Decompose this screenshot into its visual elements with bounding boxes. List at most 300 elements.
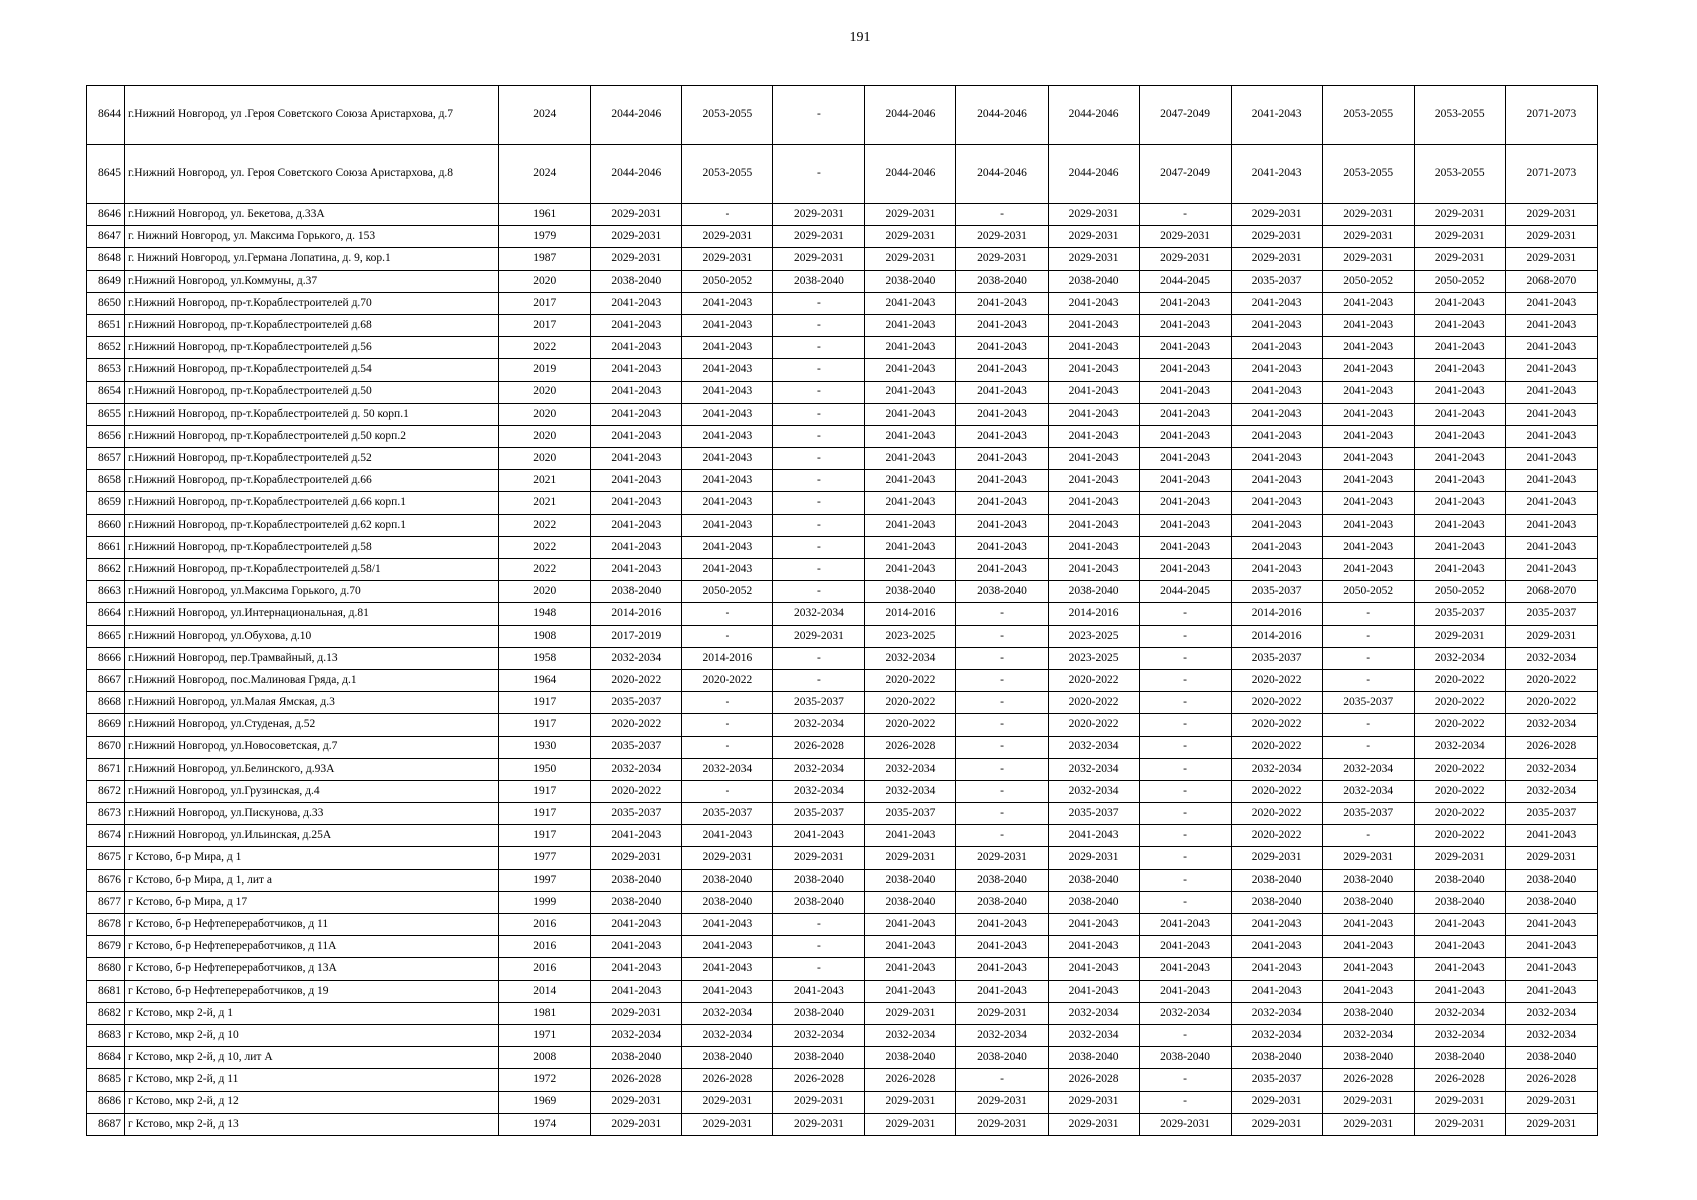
period-cell: 2023-2025 — [865, 625, 956, 647]
period-cell: 2041-2043 — [1414, 292, 1505, 314]
period-cell: 2029-2031 — [1048, 204, 1139, 226]
period-cell: 2041-2043 — [1231, 381, 1322, 403]
address-cell: г.Нижний Новгород, пр-т.Кораблестроителей д.58/1 — [125, 559, 499, 581]
period-cell: 2041-2043 — [956, 292, 1048, 314]
period-cell: 2029-2031 — [773, 1113, 865, 1135]
period-cell: 2041-2043 — [1505, 425, 1597, 447]
period-cell: 2041-2043 — [1048, 536, 1139, 558]
period-cell: 2041-2043 — [682, 559, 773, 581]
period-cell: - — [956, 803, 1048, 825]
period-cell: 2041-2043 — [682, 403, 773, 425]
table-row — [87, 603, 1598, 625]
period-cell: 2041-2043 — [1505, 314, 1597, 336]
period-cell: 2029-2031 — [1505, 226, 1597, 248]
period-cell: 2035-2037 — [773, 692, 865, 714]
period-cell: 2041-2043 — [1048, 425, 1139, 447]
period-cell: 2041-2043 — [865, 492, 956, 514]
period-cell: 2038-2040 — [865, 891, 956, 913]
row-number-cell: 8686 — [87, 1091, 125, 1113]
period-cell: 2041-2043 — [591, 425, 682, 447]
period-cell: 2041-2043 — [591, 980, 682, 1002]
period-cell: 2041-2043 — [956, 314, 1048, 336]
table-row — [87, 669, 1598, 691]
period-cell: 2041-2043 — [1231, 448, 1322, 470]
period-cell: 2032-2034 — [1505, 1024, 1597, 1046]
period-cell: 2053-2055 — [682, 86, 773, 145]
period-cell: - — [956, 204, 1048, 226]
period-cell: 2038-2040 — [682, 1047, 773, 1069]
period-cell: 2035-2037 — [1505, 803, 1597, 825]
row-number-cell: 8662 — [87, 559, 125, 581]
period-cell: 2041-2043 — [1231, 958, 1322, 980]
table-row — [87, 403, 1598, 425]
period-cell: 2041-2043 — [1322, 559, 1414, 581]
row-number-cell: 8648 — [87, 248, 125, 270]
period-cell: 2020-2022 — [1414, 714, 1505, 736]
period-cell: 2041-2043 — [1048, 314, 1139, 336]
period-cell: 2029-2031 — [1048, 847, 1139, 869]
period-cell: 2041-2043 — [591, 381, 682, 403]
build-year-cell: 1930 — [499, 736, 591, 758]
period-cell: 2020-2022 — [1505, 692, 1597, 714]
period-cell: - — [956, 669, 1048, 691]
row-number-cell: 8666 — [87, 647, 125, 669]
period-cell: 2038-2040 — [1505, 891, 1597, 913]
period-cell: 2026-2028 — [773, 736, 865, 758]
table-row — [87, 470, 1598, 492]
build-year-cell: 2022 — [499, 514, 591, 536]
period-cell: 2041-2043 — [1322, 403, 1414, 425]
period-cell: 2041-2043 — [1048, 448, 1139, 470]
period-cell: 2038-2040 — [956, 581, 1048, 603]
period-cell: - — [773, 470, 865, 492]
period-cell: 2038-2040 — [682, 869, 773, 891]
period-cell: - — [1139, 625, 1231, 647]
period-cell: 2041-2043 — [591, 492, 682, 514]
period-cell: 2041-2043 — [1139, 914, 1231, 936]
period-cell: 2041-2043 — [1322, 359, 1414, 381]
period-cell: 2032-2034 — [1048, 736, 1139, 758]
period-cell: 2041-2043 — [682, 825, 773, 847]
period-cell: - — [1139, 780, 1231, 802]
period-cell: 2029-2031 — [591, 847, 682, 869]
period-cell: 2041-2043 — [682, 359, 773, 381]
build-year-cell: 1917 — [499, 825, 591, 847]
period-cell: 2029-2031 — [682, 1091, 773, 1113]
period-cell: 2041-2043 — [1231, 914, 1322, 936]
address-cell: г. Нижний Новгород, ул.Германа Лопатина, д. 9, кор.1 — [125, 248, 499, 270]
period-cell: 2041-2043 — [1322, 470, 1414, 492]
period-cell: 2029-2031 — [1231, 847, 1322, 869]
period-cell: 2053-2055 — [1414, 145, 1505, 204]
period-cell: 2032-2034 — [773, 1024, 865, 1046]
period-cell: - — [956, 625, 1048, 647]
period-cell: - — [773, 314, 865, 336]
period-cell: 2041-2043 — [1414, 492, 1505, 514]
period-cell: 2068-2070 — [1505, 270, 1597, 292]
period-cell: 2020-2022 — [1414, 780, 1505, 802]
period-cell: 2038-2040 — [773, 869, 865, 891]
period-cell: 2029-2031 — [1322, 226, 1414, 248]
period-cell: 2023-2025 — [1048, 625, 1139, 647]
period-cell: - — [682, 603, 773, 625]
period-cell: 2044-2046 — [956, 145, 1048, 204]
period-cell: 2029-2031 — [865, 1002, 956, 1024]
period-cell: 2029-2031 — [773, 226, 865, 248]
period-cell: 2020-2022 — [591, 669, 682, 691]
period-cell: 2041-2043 — [682, 337, 773, 359]
period-cell: 2035-2037 — [1414, 603, 1505, 625]
period-cell: 2041-2043 — [956, 448, 1048, 470]
period-cell: 2041-2043 — [591, 559, 682, 581]
period-cell: 2020-2022 — [1505, 669, 1597, 691]
period-cell: 2041-2043 — [1414, 314, 1505, 336]
period-cell: 2041-2043 — [1322, 314, 1414, 336]
period-cell: 2044-2046 — [1048, 145, 1139, 204]
period-cell: 2029-2031 — [1322, 1091, 1414, 1113]
period-cell: - — [773, 403, 865, 425]
row-number-cell: 8656 — [87, 425, 125, 447]
period-cell: 2041-2043 — [1139, 470, 1231, 492]
period-cell: 2041-2043 — [591, 337, 682, 359]
row-number-cell: 8680 — [87, 958, 125, 980]
period-cell: 2038-2040 — [1505, 1047, 1597, 1069]
row-number-cell: 8687 — [87, 1113, 125, 1135]
period-cell: 2041-2043 — [1048, 936, 1139, 958]
table-row — [87, 780, 1598, 802]
period-cell: 2029-2031 — [1048, 226, 1139, 248]
period-cell: 2029-2031 — [591, 1091, 682, 1113]
period-cell: 2032-2034 — [682, 1024, 773, 1046]
period-cell: 2047-2049 — [1139, 86, 1231, 145]
period-cell: 2029-2031 — [682, 226, 773, 248]
period-cell: 2020-2022 — [1231, 780, 1322, 802]
period-cell: 2038-2040 — [682, 891, 773, 913]
period-cell: 2041-2043 — [1414, 936, 1505, 958]
period-cell: 2035-2037 — [1231, 1069, 1322, 1091]
period-cell: 2032-2034 — [1505, 780, 1597, 802]
row-number-cell: 8682 — [87, 1002, 125, 1024]
period-cell: 2014-2016 — [1048, 603, 1139, 625]
table-row — [87, 314, 1598, 336]
period-cell: 2020-2022 — [682, 669, 773, 691]
address-cell: г Кстово, мкр 2-й, д 10, лит А — [125, 1047, 499, 1069]
period-cell: 2050-2052 — [682, 581, 773, 603]
build-year-cell: 2021 — [499, 470, 591, 492]
build-year-cell: 2020 — [499, 581, 591, 603]
build-year-cell: 1979 — [499, 226, 591, 248]
build-year-cell: 2022 — [499, 536, 591, 558]
period-cell: - — [773, 581, 865, 603]
period-cell: 2041-2043 — [1048, 958, 1139, 980]
period-cell: 2029-2031 — [865, 248, 956, 270]
row-number-cell: 8657 — [87, 448, 125, 470]
period-cell: - — [1139, 847, 1231, 869]
period-cell: 2038-2040 — [956, 1047, 1048, 1069]
build-year-cell: 2020 — [499, 270, 591, 292]
period-cell: 2041-2043 — [1048, 381, 1139, 403]
period-cell: - — [1139, 1069, 1231, 1091]
period-cell: - — [1139, 891, 1231, 913]
period-cell: 2032-2034 — [773, 714, 865, 736]
period-cell: 2041-2043 — [1231, 559, 1322, 581]
period-cell: 2041-2043 — [1139, 448, 1231, 470]
period-cell: 2029-2031 — [1139, 1113, 1231, 1135]
table-row — [87, 1002, 1598, 1024]
period-cell: 2020-2022 — [591, 714, 682, 736]
period-cell: - — [1322, 736, 1414, 758]
period-cell: 2029-2031 — [1414, 226, 1505, 248]
period-cell: 2041-2043 — [1231, 337, 1322, 359]
period-cell: 2053-2055 — [1414, 86, 1505, 145]
period-cell: 2041-2043 — [1231, 425, 1322, 447]
period-cell: 2026-2028 — [773, 1069, 865, 1091]
row-number-cell: 8647 — [87, 226, 125, 248]
period-cell: 2041-2043 — [1139, 359, 1231, 381]
period-cell: 2029-2031 — [865, 226, 956, 248]
row-number-cell: 8668 — [87, 692, 125, 714]
table-row — [87, 980, 1598, 1002]
period-cell: 2023-2025 — [1048, 647, 1139, 669]
period-cell: 2032-2034 — [1048, 758, 1139, 780]
period-cell: - — [1322, 647, 1414, 669]
period-cell: 2041-2043 — [865, 559, 956, 581]
address-cell: г Кстово, б-р Нефтепереработчиков, д 11 — [125, 914, 499, 936]
row-number-cell: 8675 — [87, 847, 125, 869]
period-cell: 2032-2034 — [591, 647, 682, 669]
row-number-cell: 8676 — [87, 869, 125, 891]
period-cell: 2068-2070 — [1505, 581, 1597, 603]
period-cell: 2041-2043 — [1231, 145, 1322, 204]
build-year-cell: 1971 — [499, 1024, 591, 1046]
period-cell: 2038-2040 — [1414, 1047, 1505, 1069]
build-year-cell: 1961 — [499, 204, 591, 226]
address-cell: г.Нижний Новгород, пр-т.Кораблестроителей д. 50 корп.1 — [125, 403, 499, 425]
period-cell: 2041-2043 — [1505, 359, 1597, 381]
period-cell: 2032-2034 — [865, 1024, 956, 1046]
period-cell: 2041-2043 — [682, 958, 773, 980]
period-cell: - — [773, 536, 865, 558]
period-cell: 2041-2043 — [865, 425, 956, 447]
table-row — [87, 448, 1598, 470]
period-cell: 2020-2022 — [1231, 825, 1322, 847]
period-cell: 2041-2043 — [682, 514, 773, 536]
period-cell: 2053-2055 — [682, 145, 773, 204]
period-cell: 2020-2022 — [1231, 736, 1322, 758]
period-cell: 2035-2037 — [591, 736, 682, 758]
build-year-cell: 1999 — [499, 891, 591, 913]
period-cell: 2050-2052 — [1414, 581, 1505, 603]
period-cell: 2041-2043 — [956, 914, 1048, 936]
period-cell: 2041-2043 — [956, 470, 1048, 492]
table-row — [87, 559, 1598, 581]
address-cell: г Кстово, б-р Мира, д 1 — [125, 847, 499, 869]
period-cell: - — [773, 958, 865, 980]
table-row — [87, 359, 1598, 381]
period-cell: 2041-2043 — [591, 314, 682, 336]
period-cell: 2029-2031 — [773, 248, 865, 270]
period-cell: 2041-2043 — [1322, 337, 1414, 359]
period-cell: 2041-2043 — [1139, 936, 1231, 958]
period-cell: - — [773, 359, 865, 381]
period-cell: - — [1139, 692, 1231, 714]
period-cell: 2041-2043 — [956, 559, 1048, 581]
period-cell: - — [1139, 669, 1231, 691]
period-cell: 2041-2043 — [1414, 470, 1505, 492]
period-cell: 2041-2043 — [682, 980, 773, 1002]
address-cell: г.Нижний Новгород, пр-т.Кораблестроителей д.70 — [125, 292, 499, 314]
period-cell: 2029-2031 — [1139, 226, 1231, 248]
row-number-cell: 8672 — [87, 780, 125, 802]
period-cell: 2041-2043 — [865, 314, 956, 336]
period-cell: - — [1139, 647, 1231, 669]
period-cell: 2035-2037 — [591, 692, 682, 714]
build-year-cell: 2020 — [499, 448, 591, 470]
period-cell: 2029-2031 — [1322, 204, 1414, 226]
period-cell: 2041-2043 — [1414, 337, 1505, 359]
period-cell: 2071-2073 — [1505, 86, 1597, 145]
period-cell: 2041-2043 — [1322, 914, 1414, 936]
period-cell: - — [1139, 803, 1231, 825]
period-cell: 2038-2040 — [865, 270, 956, 292]
period-cell: - — [1322, 669, 1414, 691]
build-year-cell: 1948 — [499, 603, 591, 625]
period-cell: 2020-2022 — [1231, 714, 1322, 736]
period-cell: 2038-2040 — [1048, 1047, 1139, 1069]
period-cell: 2044-2045 — [1139, 581, 1231, 603]
period-cell: 2032-2034 — [1231, 1024, 1322, 1046]
period-cell: 2029-2031 — [682, 1113, 773, 1135]
row-number-cell: 8653 — [87, 359, 125, 381]
period-cell: 2041-2043 — [1322, 536, 1414, 558]
period-cell: 2041-2043 — [1231, 492, 1322, 514]
period-cell: - — [682, 692, 773, 714]
period-cell: 2041-2043 — [1048, 825, 1139, 847]
period-cell: 2041-2043 — [1231, 514, 1322, 536]
address-cell: г.Нижний Новгород, пр-т.Кораблестроителей д.50 корп.2 — [125, 425, 499, 447]
address-cell: г Кстово, б-р Нефтепереработчиков, д 11А — [125, 936, 499, 958]
period-cell: - — [956, 825, 1048, 847]
period-cell: 2047-2049 — [1139, 145, 1231, 204]
period-cell: 2041-2043 — [1048, 914, 1139, 936]
period-cell: 2029-2031 — [1505, 204, 1597, 226]
period-cell: 2038-2040 — [865, 869, 956, 891]
register-body — [87, 86, 1598, 1136]
period-cell: 2032-2034 — [1414, 1024, 1505, 1046]
address-cell: г Кстово, мкр 2-й, д 13 — [125, 1113, 499, 1135]
address-cell: г.Нижний Новгород, пр-т.Кораблестроителей д.68 — [125, 314, 499, 336]
table-row — [87, 847, 1598, 869]
row-number-cell: 8671 — [87, 758, 125, 780]
address-cell: г.Нижний Новгород, пр-т.Кораблестроителей д.50 — [125, 381, 499, 403]
table-row — [87, 1069, 1598, 1091]
table-row — [87, 1024, 1598, 1046]
address-cell: г.Нижний Новгород, ул.Пискунова, д.33 — [125, 803, 499, 825]
address-cell: г.Нижний Новгород, ул.Максима Горького, д.70 — [125, 581, 499, 603]
period-cell: 2035-2037 — [1505, 603, 1597, 625]
period-cell: 2041-2043 — [1322, 292, 1414, 314]
period-cell: 2038-2040 — [1505, 869, 1597, 891]
period-cell: 2041-2043 — [1505, 958, 1597, 980]
period-cell: 2044-2046 — [956, 86, 1048, 145]
period-cell: 2041-2043 — [682, 448, 773, 470]
period-cell: 2041-2043 — [1505, 403, 1597, 425]
period-cell: 2029-2031 — [1505, 1113, 1597, 1135]
address-cell: г.Нижний Новгород, ул .Героя Советского Союза Аристархова, д.7 — [125, 86, 499, 145]
period-cell: 2020-2022 — [1231, 803, 1322, 825]
period-cell: 2020-2022 — [1231, 669, 1322, 691]
address-cell: г.Нижний Новгород, ул.Малая Ямская, д.3 — [125, 692, 499, 714]
period-cell: 2032-2034 — [1231, 758, 1322, 780]
build-year-cell: 2021 — [499, 492, 591, 514]
period-cell: 2020-2022 — [865, 669, 956, 691]
address-cell: г.Нижний Новгород, ул.Грузинская, д.4 — [125, 780, 499, 802]
period-cell: 2050-2052 — [1322, 581, 1414, 603]
table-row — [87, 492, 1598, 514]
address-cell: г.Нижний Новгород, ул. Бекетова, д.33А — [125, 204, 499, 226]
period-cell: 2044-2046 — [1048, 86, 1139, 145]
period-cell: 2026-2028 — [1505, 1069, 1597, 1091]
period-cell: 2050-2052 — [682, 270, 773, 292]
period-cell: 2038-2040 — [1231, 869, 1322, 891]
period-cell: 2041-2043 — [1139, 559, 1231, 581]
table-row — [87, 803, 1598, 825]
address-cell: г.Нижний Новгород, ул.Ильинская, д.25А — [125, 825, 499, 847]
period-cell: 2029-2031 — [1231, 226, 1322, 248]
period-cell: 2029-2031 — [1231, 248, 1322, 270]
period-cell: - — [773, 145, 865, 204]
period-cell: 2041-2043 — [1414, 425, 1505, 447]
build-year-cell: 1969 — [499, 1091, 591, 1113]
period-cell: - — [1139, 736, 1231, 758]
period-cell: 2020-2022 — [1414, 825, 1505, 847]
period-cell: 2044-2046 — [591, 145, 682, 204]
row-number-cell: 8651 — [87, 314, 125, 336]
period-cell: 2041-2043 — [1414, 536, 1505, 558]
period-cell: 2041-2043 — [956, 514, 1048, 536]
period-cell: 2029-2031 — [1231, 204, 1322, 226]
row-number-cell: 8663 — [87, 581, 125, 603]
period-cell: 2038-2040 — [591, 891, 682, 913]
period-cell: 2032-2034 — [956, 1024, 1048, 1046]
address-cell: г Кстово, мкр 2-й, д 1 — [125, 1002, 499, 1024]
period-cell: 2032-2034 — [1048, 1024, 1139, 1046]
table-row — [87, 514, 1598, 536]
period-cell: 2035-2037 — [773, 803, 865, 825]
address-cell: г.Нижний Новгород, ул.Новосоветская, д.7 — [125, 736, 499, 758]
period-cell: 2041-2043 — [591, 514, 682, 536]
period-cell: 2032-2034 — [1322, 1024, 1414, 1046]
period-cell: 2041-2043 — [1414, 448, 1505, 470]
period-cell: 2020-2022 — [1414, 669, 1505, 691]
period-cell: 2041-2043 — [1139, 425, 1231, 447]
table-row — [87, 714, 1598, 736]
period-cell: 2041-2043 — [1414, 403, 1505, 425]
period-cell: 2029-2031 — [682, 847, 773, 869]
table-row — [87, 936, 1598, 958]
period-cell: 2029-2031 — [865, 204, 956, 226]
period-cell: 2041-2043 — [591, 914, 682, 936]
period-cell: 2041-2043 — [1048, 470, 1139, 492]
period-cell: 2029-2031 — [1505, 1091, 1597, 1113]
address-cell: г. Нижний Новгород, ул. Максима Горького, д. 153 — [125, 226, 499, 248]
period-cell: 2020-2022 — [1231, 692, 1322, 714]
period-cell: 2038-2040 — [1048, 891, 1139, 913]
table-row — [87, 891, 1598, 913]
period-cell: - — [1139, 869, 1231, 891]
period-cell: 2029-2031 — [1414, 847, 1505, 869]
build-year-cell: 2020 — [499, 381, 591, 403]
